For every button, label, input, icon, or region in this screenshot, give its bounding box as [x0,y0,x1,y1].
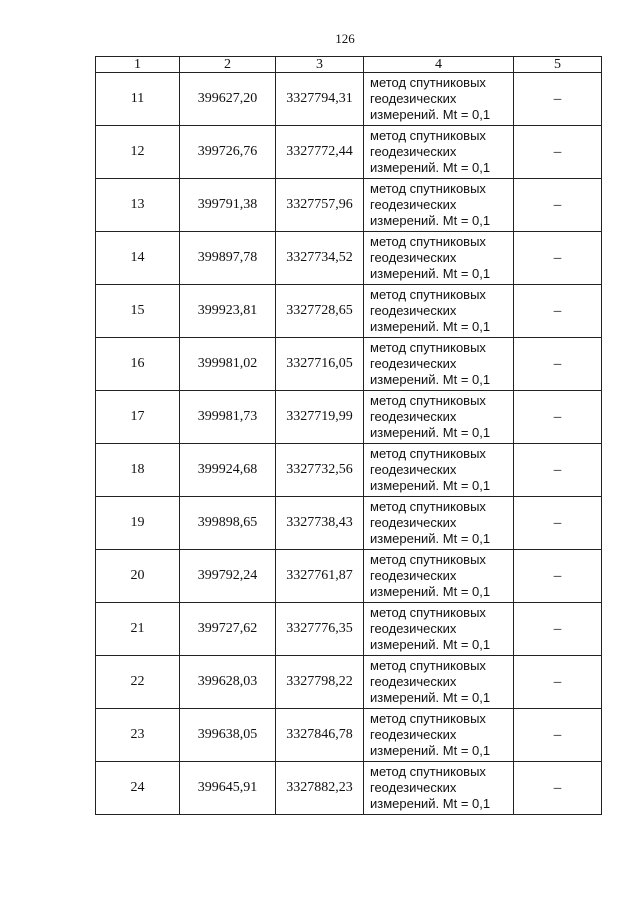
note-cell: – [514,338,602,391]
method-line: измерений. Mt = 0,1 [370,266,491,281]
method-line: геодезических [370,727,457,742]
note-cell: – [514,656,602,709]
table-row [96,550,602,603]
method-line: измерений. Mt = 0,1 [370,425,491,440]
method-line: измерений. Mt = 0,1 [370,637,491,652]
method-line: измерений. Mt = 0,1 [370,107,491,122]
method-line: измерений. Mt = 0,1 [370,319,491,334]
y-coordinate-cell: 3327757,96 [276,179,364,232]
method-line: геодезических [370,674,457,689]
table-row [96,126,602,179]
x-coordinate-cell: 399923,81 [180,285,276,338]
method-line: метод спутниковых [370,764,486,779]
x-coordinate-cell: 399981,02 [180,338,276,391]
method-cell [364,550,514,603]
method-line: метод спутниковых [370,711,486,726]
method-line: метод спутниковых [370,181,486,196]
column-header-4: 4 [364,57,514,73]
note-cell: – [514,444,602,497]
method-line: измерений. Mt = 0,1 [370,478,491,493]
method-line: метод спутниковых [370,605,486,620]
x-coordinate-cell: 399897,78 [180,232,276,285]
table-row [96,709,602,762]
x-coordinate-cell: 399898,65 [180,497,276,550]
method-line: метод спутниковых [370,128,486,143]
x-coordinate-cell: 399638,05 [180,709,276,762]
y-coordinate-cell: 3327794,31 [276,73,364,126]
y-coordinate-cell: 3327761,87 [276,550,364,603]
y-coordinate-cell: 3327882,23 [276,762,364,815]
method-line: геодезических [370,91,457,106]
table-header [96,57,602,73]
note-cell: – [514,603,602,656]
note-cell: – [514,285,602,338]
table-row [96,391,602,444]
method-line: геодезических [370,356,457,371]
method-line: измерений. Mt = 0,1 [370,372,491,387]
method-line: измерений. Mt = 0,1 [370,213,491,228]
point-number-cell: 24 [96,762,180,815]
method-line: метод спутниковых [370,658,486,673]
method-line: метод спутниковых [370,393,486,408]
x-coordinate-cell: 399791,38 [180,179,276,232]
point-number-cell: 21 [96,603,180,656]
x-coordinate-cell: 399645,91 [180,762,276,815]
point-number-cell: 17 [96,391,180,444]
x-coordinate-cell: 399726,76 [180,126,276,179]
method-cell [364,338,514,391]
method-line: измерений. Mt = 0,1 [370,584,491,599]
coordinates-table [95,56,602,815]
x-coordinate-cell: 399628,03 [180,656,276,709]
note-cell: – [514,126,602,179]
note-cell: – [514,497,602,550]
point-number-cell: 13 [96,179,180,232]
point-number-cell: 19 [96,497,180,550]
table-row [96,656,602,709]
point-number-cell: 14 [96,232,180,285]
point-number-cell: 20 [96,550,180,603]
note-cell: – [514,550,602,603]
method-line: метод спутниковых [370,75,486,90]
method-line: метод спутниковых [370,552,486,567]
y-coordinate-cell: 3327772,44 [276,126,364,179]
method-cell [364,497,514,550]
table-row [96,285,602,338]
method-line: геодезических [370,144,457,159]
point-number-cell: 15 [96,285,180,338]
table-row [96,73,602,126]
method-cell [364,126,514,179]
note-cell: – [514,232,602,285]
page-number: 126 [335,31,355,46]
method-line: геодезических [370,197,457,212]
table-body [96,73,602,815]
method-cell [364,444,514,497]
method-cell [364,603,514,656]
column-header-5: 5 [514,57,602,73]
point-number-cell: 11 [96,73,180,126]
note-cell: – [514,709,602,762]
table-row [96,762,602,815]
point-number-cell: 22 [96,656,180,709]
table-row [96,497,602,550]
x-coordinate-cell: 399924,68 [180,444,276,497]
point-number-cell: 23 [96,709,180,762]
x-coordinate-cell: 399627,20 [180,73,276,126]
note-cell: – [514,391,602,444]
note-cell: – [514,762,602,815]
method-line: метод спутниковых [370,287,486,302]
header-row [96,57,602,73]
method-cell [364,656,514,709]
method-line: геодезических [370,621,457,636]
note-cell: – [514,73,602,126]
y-coordinate-cell: 3327846,78 [276,709,364,762]
method-line: метод спутниковых [370,234,486,249]
method-cell [364,391,514,444]
column-header-3: 3 [276,57,364,73]
x-coordinate-cell: 399981,73 [180,391,276,444]
method-cell [364,73,514,126]
y-coordinate-cell: 3327728,65 [276,285,364,338]
method-line: геодезических [370,780,457,795]
y-coordinate-cell: 3327776,35 [276,603,364,656]
method-line: метод спутниковых [370,446,486,461]
column-header-1: 1 [96,57,180,73]
note-cell: – [514,179,602,232]
y-coordinate-cell: 3327719,99 [276,391,364,444]
point-number-cell: 12 [96,126,180,179]
method-cell [364,179,514,232]
method-line: геодезических [370,250,457,265]
method-line: измерений. Mt = 0,1 [370,531,491,546]
point-number-cell: 16 [96,338,180,391]
method-line: измерений. Mt = 0,1 [370,690,491,705]
table-row [96,444,602,497]
method-line: геодезических [370,515,457,530]
y-coordinate-cell: 3327798,22 [276,656,364,709]
method-line: геодезических [370,303,457,318]
y-coordinate-cell: 3327732,56 [276,444,364,497]
method-line: геодезических [370,568,457,583]
x-coordinate-cell: 399727,62 [180,603,276,656]
method-cell [364,232,514,285]
point-number-cell: 18 [96,444,180,497]
y-coordinate-cell: 3327734,52 [276,232,364,285]
table-row [96,338,602,391]
table-row [96,603,602,656]
y-coordinate-cell: 3327738,43 [276,497,364,550]
method-line: измерений. Mt = 0,1 [370,743,491,758]
method-line: измерений. Mt = 0,1 [370,796,491,811]
table-row [96,232,602,285]
method-line: метод спутниковых [370,340,486,355]
method-line: геодезических [370,462,457,477]
method-cell [364,709,514,762]
y-coordinate-cell: 3327716,05 [276,338,364,391]
table-row [96,179,602,232]
column-header-2: 2 [180,57,276,73]
method-cell [364,762,514,815]
method-line: измерений. Mt = 0,1 [370,160,491,175]
method-cell [364,285,514,338]
method-line: геодезических [370,409,457,424]
x-coordinate-cell: 399792,24 [180,550,276,603]
method-line: метод спутниковых [370,499,486,514]
